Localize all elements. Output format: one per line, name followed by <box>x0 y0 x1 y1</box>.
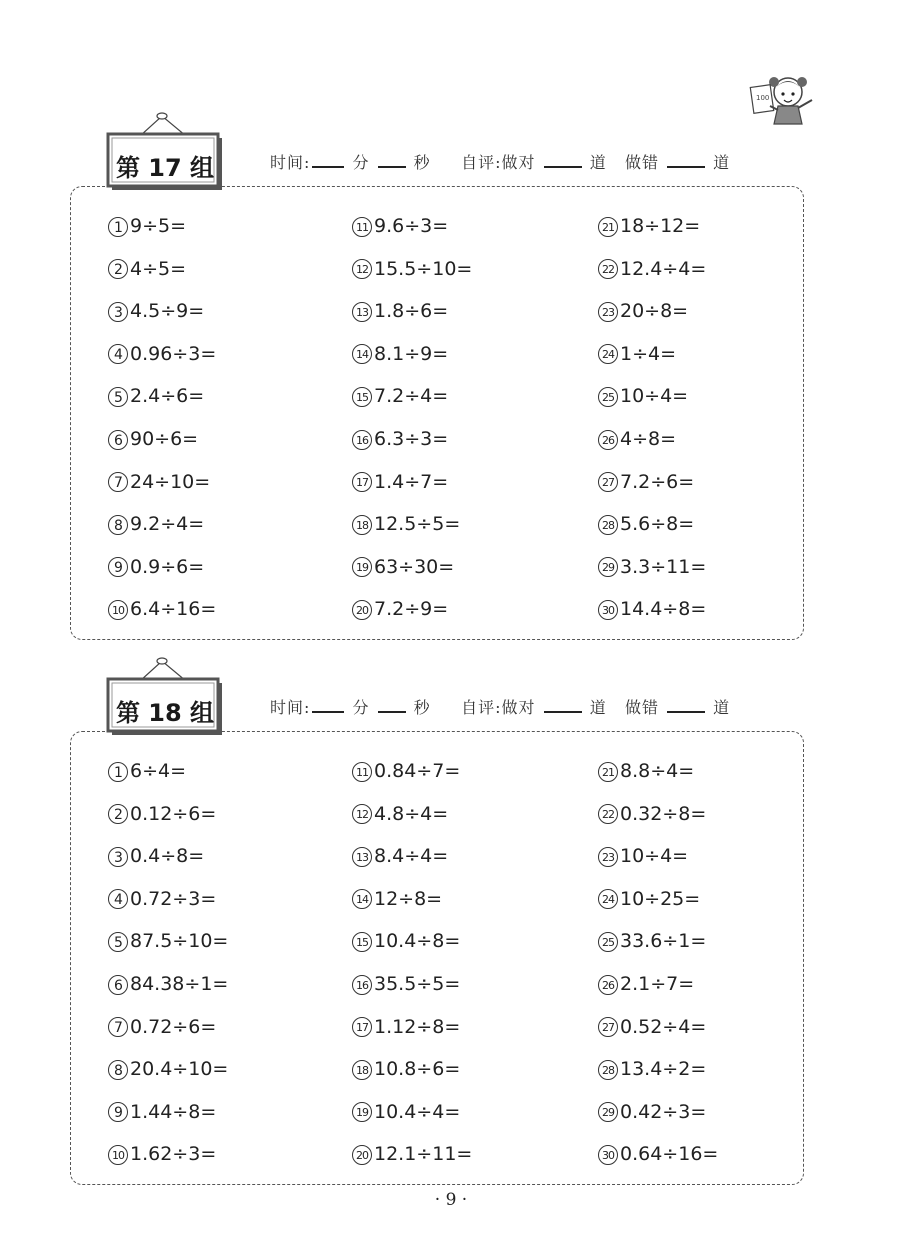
problem-expression: 0.32÷8= <box>620 802 707 825</box>
problem-item <box>108 470 210 494</box>
problem-expression: 20.4÷10= <box>130 1058 229 1081</box>
seconds-unit: 秒 <box>407 698 431 717</box>
problem-number: 6 <box>108 430 128 450</box>
problem-expression: 12.4÷4= <box>620 257 707 280</box>
problem-expression: 2.4÷6= <box>130 385 205 408</box>
problem-expression: 10.8÷6= <box>374 1058 461 1081</box>
problem-number: 2 <box>108 804 128 824</box>
problem-number: 16 <box>352 975 372 995</box>
problem-item <box>598 1100 706 1124</box>
problem-number: 24 <box>598 889 618 909</box>
problem-expression: 9÷5= <box>130 215 187 237</box>
problem-expression: 7.2÷4= <box>374 385 449 408</box>
problem-number: 21 <box>598 217 618 237</box>
problem-expression: 7.2÷9= <box>374 598 449 621</box>
problem-expression: 10.4÷4= <box>374 1100 461 1123</box>
problem-item <box>108 802 216 826</box>
wrong-label: 道 做错 <box>583 153 666 172</box>
problem-expression: 90÷6= <box>130 428 199 450</box>
problem-expression: 3.3÷11= <box>620 555 707 578</box>
problem-number: 12 <box>352 804 372 824</box>
problem-item <box>598 972 694 996</box>
problem-item <box>108 384 204 408</box>
seconds-unit: 秒 <box>407 153 431 172</box>
problem-number: 20 <box>352 600 372 620</box>
problem-number: 8 <box>108 1060 128 1080</box>
problem-number: 9 <box>108 557 128 577</box>
problem-item <box>108 1057 228 1081</box>
problem-expression: 10÷4= <box>620 845 689 868</box>
problem-item <box>598 1057 706 1081</box>
wrong-label: 道 做错 <box>583 698 666 717</box>
problem-item <box>352 929 460 953</box>
minutes-unit: 分 <box>346 153 376 172</box>
problem-expression: 84.38÷1= <box>130 973 229 995</box>
problem-expression: 9.2÷4= <box>130 513 205 536</box>
problem-item <box>598 512 694 536</box>
problem-expression: 4.5÷9= <box>130 300 205 323</box>
problem-number: 5 <box>108 387 128 407</box>
problem-expression: 14.4÷8= <box>620 598 707 621</box>
problem-number: 13 <box>352 847 372 867</box>
problem-number: 17 <box>352 1017 372 1037</box>
self-evaluation-header <box>270 150 730 173</box>
problem-expression: 9.6÷3= <box>374 215 449 237</box>
minutes-blank[interactable] <box>312 152 344 168</box>
problem-expression: 1.4÷7= <box>374 470 449 493</box>
problem-number: 12 <box>352 259 372 279</box>
problem-number: 14 <box>352 344 372 364</box>
problem-item <box>108 1142 216 1166</box>
problem-expression: 10÷4= <box>620 385 689 408</box>
problem-item <box>352 555 454 579</box>
problem-expression: 35.5÷5= <box>374 973 461 995</box>
problem-number: 10 <box>108 600 128 620</box>
problem-item <box>352 470 448 494</box>
problem-expression: 1.62÷3= <box>130 1143 217 1166</box>
problem-number: 4 <box>108 889 128 909</box>
problem-expression: 12.5÷5= <box>374 513 461 536</box>
problem-number: 25 <box>598 932 618 952</box>
problem-expression: 0.72÷3= <box>130 887 217 910</box>
problem-expression: 0.64÷16= <box>620 1143 719 1166</box>
problem-expression: 18÷12= <box>620 215 701 237</box>
problem-expression: 1.8÷6= <box>374 300 449 323</box>
problem-item <box>598 427 676 451</box>
problem-number: 19 <box>352 557 372 577</box>
problem-item <box>352 1057 460 1081</box>
problem-number: 23 <box>598 302 618 322</box>
problem-expression: 24÷10= <box>130 470 211 493</box>
problem-expression: 63÷30= <box>374 555 455 578</box>
problem-item <box>352 1100 460 1124</box>
problem-number: 13 <box>352 302 372 322</box>
problem-number: 11 <box>352 217 372 237</box>
problem-number: 29 <box>598 1102 618 1122</box>
problem-expression: 5.6÷8= <box>620 513 695 536</box>
time-label: 时间: <box>270 153 311 172</box>
self-eval-label: 自评:做对 <box>430 698 542 717</box>
problem-number: 27 <box>598 1017 618 1037</box>
problem-item <box>108 759 186 783</box>
problem-expression: 7.2÷6= <box>620 470 695 493</box>
problem-item <box>108 844 204 868</box>
problem-number: 4 <box>108 344 128 364</box>
problem-number: 26 <box>598 975 618 995</box>
problem-expression: 0.84÷7= <box>374 760 461 782</box>
problem-item <box>352 759 460 783</box>
problem-expression: 6.4÷16= <box>130 598 217 621</box>
problem-number: 9 <box>108 1102 128 1122</box>
problem-expression: 1÷4= <box>620 342 677 365</box>
page-number: · 9 · <box>434 1190 468 1210</box>
problem-number: 22 <box>598 804 618 824</box>
problem-number: 8 <box>108 515 128 535</box>
problem-item <box>352 512 460 536</box>
problem-expression: 8.1÷9= <box>374 342 449 365</box>
problem-item <box>598 759 694 783</box>
time-label: 时间: <box>270 698 311 717</box>
problem-item <box>598 555 706 579</box>
problem-number: 11 <box>352 762 372 782</box>
problem-expression: 0.96÷3= <box>130 342 217 365</box>
seconds-blank[interactable] <box>378 152 406 168</box>
problem-item <box>108 555 204 579</box>
seconds-blank[interactable] <box>378 697 406 713</box>
problem-item <box>598 470 694 494</box>
problem-item <box>598 299 688 323</box>
minutes-unit: 分 <box>346 698 376 717</box>
problem-number: 7 <box>108 1017 128 1037</box>
problem-item <box>598 214 700 238</box>
wrong-count-blank[interactable] <box>667 697 705 713</box>
problem-expression: 13.4÷2= <box>620 1058 707 1081</box>
problem-item <box>108 972 228 996</box>
problem-item <box>598 929 706 953</box>
girl-mascot-icon <box>748 70 820 132</box>
problem-number: 19 <box>352 1102 372 1122</box>
correct-count-blank[interactable] <box>544 697 582 713</box>
wrong-unit: 道 <box>707 698 731 717</box>
problem-expression: 0.9÷6= <box>130 555 205 578</box>
problem-item <box>598 1015 706 1039</box>
problem-item <box>108 299 204 323</box>
problem-number: 1 <box>108 762 128 782</box>
problem-item <box>598 257 706 281</box>
problem-item <box>108 214 186 238</box>
problem-number: 26 <box>598 430 618 450</box>
problem-expression: 33.6÷1= <box>620 930 707 953</box>
problem-item <box>352 844 448 868</box>
wrong-count-blank[interactable] <box>667 152 705 168</box>
problem-number: 20 <box>352 1145 372 1165</box>
problem-number: 15 <box>352 932 372 952</box>
problem-item <box>598 342 676 366</box>
problem-item <box>108 1100 216 1124</box>
problem-expression: 20÷8= <box>620 300 689 323</box>
self-eval-label: 自评:做对 <box>430 153 542 172</box>
problem-item <box>108 427 198 451</box>
problem-number: 17 <box>352 472 372 492</box>
problem-item <box>108 887 216 911</box>
problem-item <box>352 972 460 996</box>
problem-item <box>352 257 472 281</box>
problem-item <box>352 384 448 408</box>
problem-number: 7 <box>108 472 128 492</box>
problem-number: 14 <box>352 889 372 909</box>
problem-expression: 2.1÷7= <box>620 973 695 995</box>
problem-expression: 6÷4= <box>130 760 187 782</box>
problem-expression: 4÷5= <box>130 257 187 280</box>
problem-number: 22 <box>598 259 618 279</box>
problem-number: 18 <box>352 1060 372 1080</box>
problem-expression: 12÷8= <box>374 887 443 910</box>
problem-expression: 8.4÷4= <box>374 845 449 868</box>
problem-number: 21 <box>598 762 618 782</box>
problem-item <box>352 802 448 826</box>
problem-item <box>352 597 448 621</box>
problem-expression: 10÷25= <box>620 887 701 910</box>
problem-item <box>108 597 216 621</box>
problem-expression: 1.44÷8= <box>130 1100 217 1123</box>
problem-number: 16 <box>352 430 372 450</box>
problem-number: 30 <box>598 1145 618 1165</box>
problem-number: 18 <box>352 515 372 535</box>
problem-item <box>598 844 688 868</box>
problem-expression: 4÷8= <box>620 428 677 450</box>
problem-item <box>352 214 448 238</box>
problem-number: 1 <box>108 217 128 237</box>
problem-item <box>108 342 216 366</box>
problem-expression: 0.72÷6= <box>130 1015 217 1038</box>
problem-number: 29 <box>598 557 618 577</box>
problem-item <box>352 427 448 451</box>
problem-item <box>352 1015 460 1039</box>
wrong-unit: 道 <box>707 153 731 172</box>
problem-item <box>598 1142 718 1166</box>
group-title-sign <box>106 132 224 186</box>
problem-expression: 4.8÷4= <box>374 802 449 825</box>
problem-item <box>108 257 186 281</box>
minutes-blank[interactable] <box>312 697 344 713</box>
problem-number: 3 <box>108 302 128 322</box>
problem-number: 5 <box>108 932 128 952</box>
group-title-sign <box>106 677 224 731</box>
problem-item <box>108 929 228 953</box>
problem-item <box>352 887 442 911</box>
problem-expression: 15.5÷10= <box>374 257 473 280</box>
problem-number: 27 <box>598 472 618 492</box>
problem-number: 24 <box>598 344 618 364</box>
problem-number: 10 <box>108 1145 128 1165</box>
problem-item <box>598 887 700 911</box>
problem-item <box>598 597 706 621</box>
problem-number: 28 <box>598 1060 618 1080</box>
problem-expression: 6.3÷3= <box>374 428 449 450</box>
problem-number: 15 <box>352 387 372 407</box>
problem-item <box>108 1015 216 1039</box>
correct-count-blank[interactable] <box>544 152 582 168</box>
problem-expression: 12.1÷11= <box>374 1143 473 1166</box>
problem-item <box>598 802 706 826</box>
problem-number: 30 <box>598 600 618 620</box>
problem-expression: 0.4÷8= <box>130 845 205 868</box>
problem-number: 6 <box>108 975 128 995</box>
problem-number: 23 <box>598 847 618 867</box>
svg-text:100: 100 <box>756 94 770 102</box>
problem-expression: 0.12÷6= <box>130 802 217 825</box>
problem-item <box>352 299 448 323</box>
problem-expression: 0.42÷3= <box>620 1100 707 1123</box>
problem-item <box>598 384 688 408</box>
problem-number: 25 <box>598 387 618 407</box>
problem-number: 28 <box>598 515 618 535</box>
problem-expression: 0.52÷4= <box>620 1015 707 1038</box>
problem-expression: 87.5÷10= <box>130 930 229 953</box>
group-title: 第 17 组 <box>115 154 215 182</box>
problem-item <box>352 1142 472 1166</box>
problem-item <box>352 342 448 366</box>
self-evaluation-header <box>270 695 730 718</box>
problem-number: 3 <box>108 847 128 867</box>
problem-expression: 8.8÷4= <box>620 760 695 782</box>
group-title: 第 18 组 <box>115 699 215 727</box>
problem-expression: 1.12÷8= <box>374 1015 461 1038</box>
problem-expression: 10.4÷8= <box>374 930 461 953</box>
problem-number: 2 <box>108 259 128 279</box>
problem-item <box>108 512 204 536</box>
